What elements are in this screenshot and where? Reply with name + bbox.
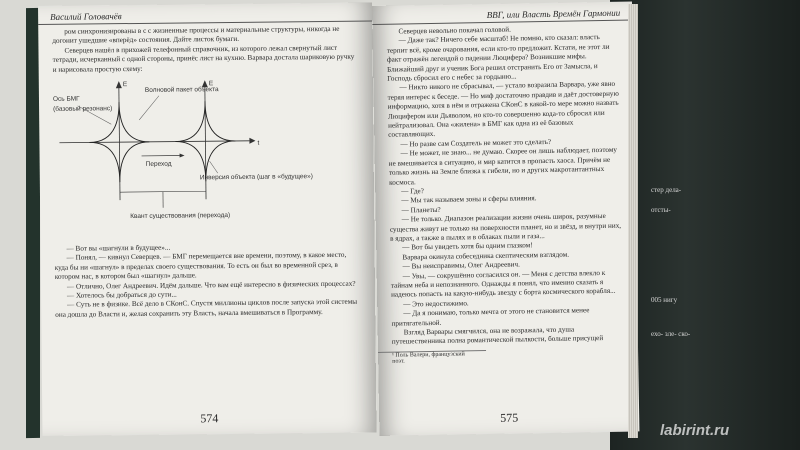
paragraph: — Мы так называем зоны и сферы влияния. xyxy=(401,194,537,205)
page-block-edge xyxy=(628,4,638,438)
paragraph: Северцев невольно покачал головой. xyxy=(398,25,511,36)
side-book-text-1: стер дела- xyxy=(651,186,682,194)
side-book-text-3: 005 нигу xyxy=(651,296,678,304)
wave-diagram xyxy=(49,75,313,237)
label-base-resonance: (базовый резонанс) xyxy=(53,105,113,113)
side-book-text-4: ехо- зле- ско- xyxy=(651,330,691,338)
paragraph: ром синхронизированы в с с жизненные процессы и материальные структуры, никогда не догонит ушедшие «вперёд» состояния. Дайте листок бумаги. xyxy=(52,24,340,46)
paragraph: Взгляд Варвары смягчился, она не возражала, что душа путешественника полна романтической пылкости, больше присущей xyxy=(391,325,604,347)
footnote: ¹ Поль Валери, французский поэт. xyxy=(378,350,486,365)
paragraph: — Хотелось бы добраться до сути... xyxy=(66,290,177,300)
paragraph: — Понял, — кивнул Северцев. — БМГ перемещается вне времени, поэтому, в какое место, куда бы ни «шагнул» в пределах своего существования. То есть он был во временной срез, в котором нас, в котором был «шагнул» дальше. xyxy=(54,251,347,282)
paragraph: — Даже так? Ничего себе масштаб! Не помню, кто сказал: власть терпит всё, кроме очарования, если кто-то предложит. Кстати, не этот ли факт отражён легендой о падении Люцифера? Возникшие мифы. Ближайший друг и ученик Бога решил отстранить Его от Замысла, и Господь сбросил его с небес за гордыню... xyxy=(386,33,610,83)
left-page-header: Василий Головачёв xyxy=(38,3,372,25)
paragraph: — Не может, не знаю... не думаю. Скорее он лишь наблюдает, поэтому не вмешивается в ситуацию, и мир катится в пропасть хаоса. Причём не только жизнь на Земле близка к гибели, но и других макротантантных космоса. xyxy=(388,146,618,187)
right-page xyxy=(372,1,639,435)
paragraph: — Это недостижимо. xyxy=(403,299,469,309)
side-book-text-2: отсты- xyxy=(651,206,671,214)
paragraph: — Увы, — сокрушённо согласился он. — Меня с детства влекло к тайнам неба и непознанного. Однажды я понял, что именно сказать я надеюсь попасть на какую-нибудь звезду с борта космического корабля... xyxy=(390,268,616,300)
paragraph: Северцев нашёл в прихожей телефонный справочник, из которого лежал свернутый лист тетради, исчерканный с одной стороны, принёс лист на кухню. Варвара достала шариковую ручку и нарисовала простую схему: xyxy=(52,43,355,74)
label-e-left: E xyxy=(122,81,128,89)
paragraph: — Но разве сам Создатель не может это сделать? xyxy=(400,137,552,149)
watermark: labirint.ru xyxy=(660,422,730,439)
t-axis-arrow xyxy=(249,138,255,144)
label-wave-packet: Волновой пакет объекта xyxy=(144,86,219,94)
leader-line xyxy=(210,161,218,173)
paragraph: — Вы неисправимы, Олег Андреевич. xyxy=(402,260,520,271)
paragraph: — Вот вы «шагнули в будущее»... xyxy=(66,243,171,253)
right-page-number: 575 xyxy=(500,410,519,425)
label-t: t xyxy=(257,139,260,147)
label-transition: Переход xyxy=(145,160,172,168)
paragraph: — Не только. Диапазон реализации жизни очень широк, разумные существа живут не только на поверхности планет, но и звёзд, и внутри них, в ядрах, а также в пылях и в облаках пыли и газа... xyxy=(389,212,622,243)
right-page-header: ВВГ, или Власть Времён Гармонии xyxy=(372,1,632,25)
paragraph: — Да я понимаю, только мечта от этого не становится менее притягательной. xyxy=(391,306,590,328)
label-quantum: Квант существования (перехода) xyxy=(130,212,231,221)
label-e-right: E xyxy=(208,80,214,88)
t-axis xyxy=(59,141,249,143)
left-page-number: 574 xyxy=(200,411,219,426)
paragraph: Варвара окинула собеседника скептическим взглядом. xyxy=(402,250,570,262)
paragraph: — Суть не в физике. Всё дело в СКонС. Спустя миллионы циклов после запуска этой системы она дошла до Власти и, желая сохранить эту Власть, начала вмешиваться в Программу. xyxy=(55,298,358,319)
left-page xyxy=(38,3,376,436)
label-inversion: Инверсия объекта (шаг в «будущее») xyxy=(199,173,313,182)
paragraph: — Вот бы увидеть хотя бы одним глазком! xyxy=(402,241,533,252)
paragraph: — Где? xyxy=(401,187,424,196)
leader-line xyxy=(139,96,159,120)
left-page-bottom-text xyxy=(40,239,375,321)
label-bmg-axis: Ось БМГ xyxy=(52,95,80,103)
transition-arrowhead xyxy=(180,154,185,158)
paragraph: — Никто никого не сбрасывал, — устало возразила Варвара, уже явно теряя интерес к беседе. — Но миф достаточно правдив и даёт достоверную информацию, хотя в нём и отражена СКонС в какой-то мере можно назвать Люцифером или Дьяволом, но кто-то совершенно кода-то сбросил или нейтрализовал. Она «жилена» в БМГ как одна из её базовых составляющих. xyxy=(387,80,619,140)
paragraph: — Отлично, Олег Андреевич. Идём дальше. Что вам ещё интересно в физических процессах? xyxy=(66,279,356,291)
left-page-top-text xyxy=(38,22,373,76)
paragraph: — Планеты? xyxy=(401,205,441,215)
e-axis-left-arrow xyxy=(116,81,122,88)
right-page-text xyxy=(372,20,638,347)
